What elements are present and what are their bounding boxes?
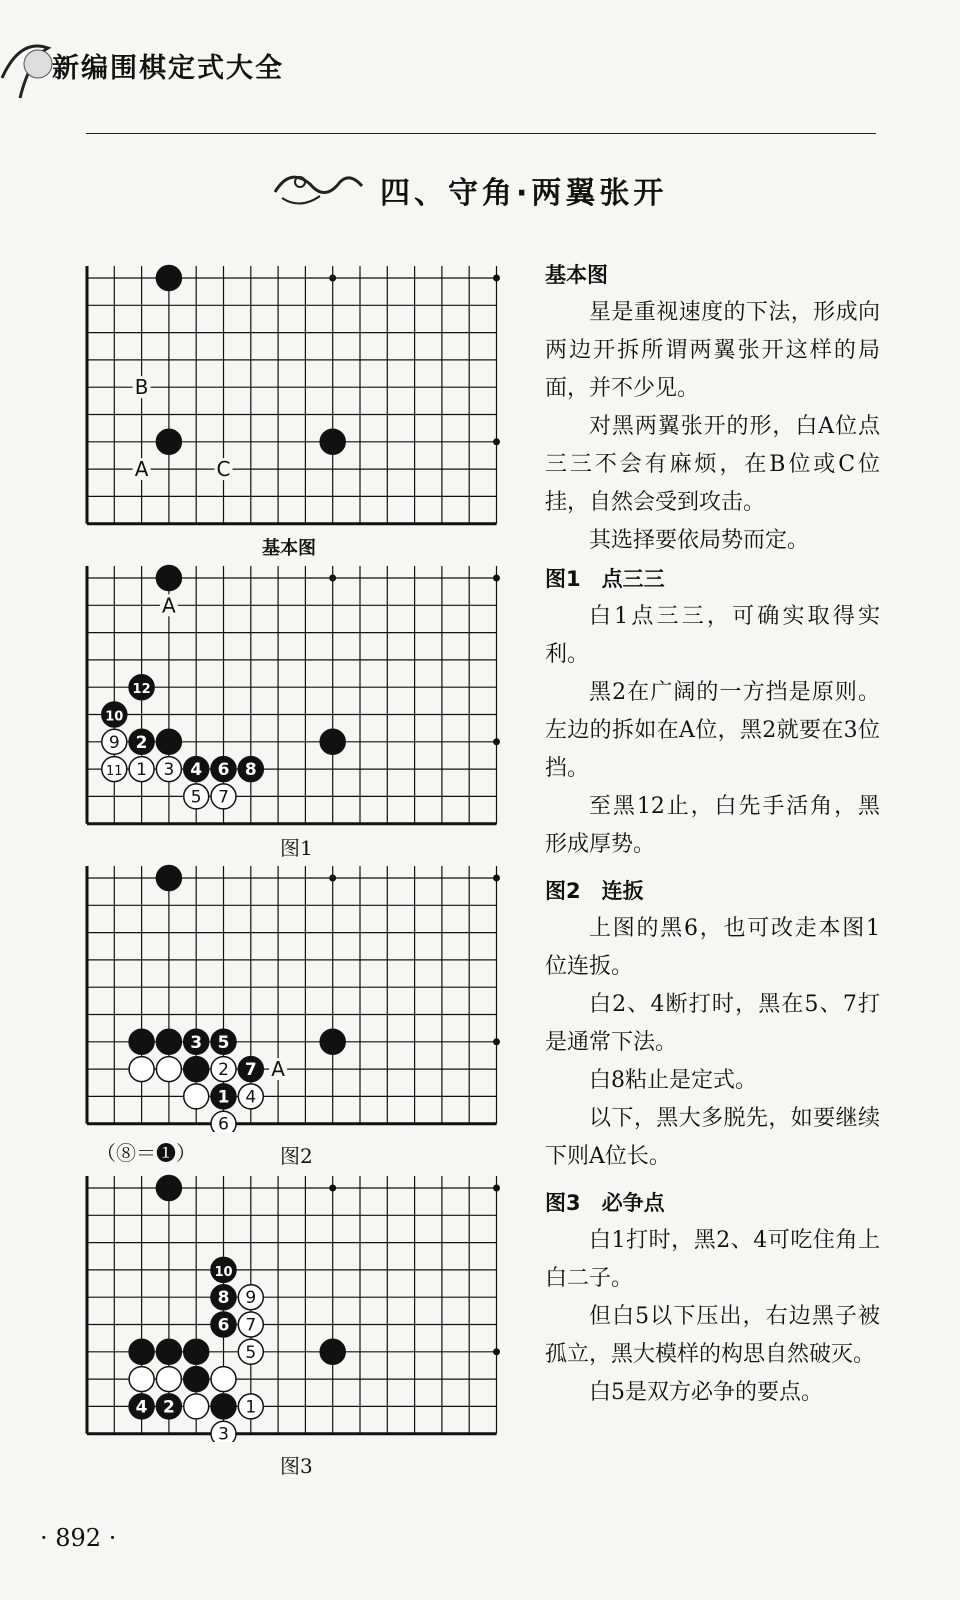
black-stone (320, 1029, 345, 1054)
black-stone (184, 1367, 209, 1392)
paragraph: 对黑两翼张开的形，白A位点三三不会有麻烦，在B位或C位挂，自然会受到攻击。 (545, 414, 880, 515)
black-stone (156, 566, 181, 591)
paragraph: 星是重视速度的下法，形成向两边开拆所谓两翼张开这样的局面，并不少见。 (545, 300, 880, 401)
move-number: 3 (190, 1032, 203, 1053)
chapter-title: 四、守角·两翼张开 (380, 176, 668, 211)
move-number: 7 (244, 1060, 257, 1081)
paragraph: 白5是双方必争的要点。 (589, 1380, 823, 1405)
move-number: 5 (190, 787, 202, 808)
white-stone (156, 1367, 181, 1392)
caption-fig1: 图1 (280, 836, 313, 860)
white-stone (156, 1057, 181, 1082)
black-stone (156, 1176, 181, 1201)
black-stone (320, 429, 345, 454)
move-number: 11 (106, 764, 123, 780)
board-fig2 (84, 862, 516, 1132)
black-stone (129, 1339, 154, 1364)
black-stone (184, 1339, 209, 1364)
star-point (493, 738, 500, 745)
star-point (493, 275, 500, 282)
header-rule (86, 133, 876, 134)
running-header (0, 28, 400, 108)
caption-basic: 基本图 (262, 538, 316, 559)
star-point (329, 875, 336, 882)
go-board-fig2 (84, 862, 516, 1132)
black-stone (156, 1339, 181, 1364)
section-title-fig3: 图3 必争点 (545, 1191, 665, 1215)
move-number: 8 (244, 760, 257, 781)
star-point (493, 438, 500, 445)
point-label: C (216, 457, 231, 482)
star-point (493, 1348, 500, 1355)
black-stone (156, 1029, 181, 1054)
move-number: 5 (245, 1342, 257, 1363)
move-number: 3 (218, 1424, 229, 1442)
star-point (329, 1185, 336, 1192)
move-number: 9 (245, 1288, 257, 1309)
move-number: 6 (218, 1114, 229, 1132)
star-point (493, 1185, 500, 1192)
note-fig2: （⑧＝❶） (96, 1141, 196, 1165)
board-basic (84, 262, 516, 530)
move-number: 1 (136, 760, 148, 781)
paragraph: 白8粘止是定式。 (589, 1068, 757, 1093)
move-number: 9 (108, 732, 120, 753)
white-stone (184, 1394, 209, 1419)
move-number: 10 (214, 1264, 233, 1280)
move-number: 5 (217, 1032, 230, 1053)
point-label: A (271, 1057, 285, 1082)
black-stone (211, 1394, 236, 1419)
move-number: 2 (135, 732, 148, 753)
move-number: 7 (245, 1315, 257, 1336)
white-stone (129, 1367, 154, 1392)
move-number: 8 (217, 1288, 230, 1309)
white-stone (129, 1057, 154, 1082)
caption-fig2: 图2 (280, 1144, 313, 1168)
book-title: 新编围棋定式大全 (52, 53, 284, 84)
black-stone (320, 1339, 345, 1364)
black-stone (184, 1057, 209, 1082)
board-fig1 (84, 562, 516, 830)
section-title-fig1: 图1 点三三 (545, 567, 665, 591)
header-ornament-icon (0, 28, 60, 108)
move-number: 4 (190, 760, 203, 781)
black-stone (156, 429, 181, 454)
paragraph: 但白5以下压出，右边黑子被孤立，黑大模样的构思自然破灭。 (545, 1304, 880, 1367)
move-number: 4 (245, 1087, 257, 1108)
caption-fig3: 图3 (280, 1454, 313, 1478)
move-number: 2 (162, 1397, 175, 1418)
star-point (329, 275, 336, 282)
paragraph: 白2、4断打时，黑在5、7打是通常下法。 (545, 992, 880, 1055)
black-stone (129, 1029, 154, 1054)
go-board-basic (84, 262, 516, 530)
section-title-basic: 基本图 (545, 263, 608, 287)
point-label: B (134, 375, 149, 400)
page-number: · 892 · (40, 1524, 117, 1552)
star-point (329, 575, 336, 582)
white-stone (184, 1084, 209, 1109)
move-number: 2 (218, 1060, 229, 1081)
black-stone (156, 866, 181, 891)
paragraph: 白1点三三，可确实取得实利。 (545, 604, 880, 667)
move-number: 6 (217, 1315, 230, 1336)
point-label: A (162, 593, 176, 618)
board-fig3 (84, 1172, 516, 1442)
paragraph: 以下，黑大多脱先，如要继续下则A位长。 (545, 1106, 880, 1169)
black-stone (320, 729, 345, 754)
move-number: 1 (245, 1397, 257, 1418)
black-stone (156, 729, 181, 754)
paragraph: 至黑12止，白先手活角，黑形成厚势。 (545, 794, 880, 857)
move-number: 7 (218, 787, 229, 808)
move-number: 6 (217, 760, 230, 781)
paragraph: 黑2在广阔的一方挡是原则。左边的拆如在A位，黑2就要在3位挡。 (545, 680, 880, 781)
go-board-fig3 (84, 1172, 516, 1442)
move-number: 4 (135, 1397, 148, 1418)
go-board-fig1 (84, 562, 516, 830)
move-number: 3 (163, 760, 175, 781)
move-number: 12 (132, 682, 151, 698)
chapter-ornament-icon (270, 162, 370, 212)
section-title-fig2: 图2 连扳 (545, 879, 644, 903)
paragraph: 白1打时，黑2、4可吃住角上白二子。 (545, 1228, 880, 1291)
star-point (493, 1038, 500, 1045)
move-number: 10 (105, 709, 124, 725)
paragraph: 上图的黑6，也可改走本图1位连扳。 (545, 916, 880, 979)
paragraph: 其选择要依局势而定。 (589, 528, 810, 553)
move-number: 1 (217, 1087, 230, 1108)
black-stone (156, 266, 181, 291)
point-label: A (134, 457, 149, 482)
commentary-column (545, 256, 880, 1412)
star-point (493, 875, 500, 882)
star-point (493, 575, 500, 582)
white-stone (211, 1367, 236, 1392)
